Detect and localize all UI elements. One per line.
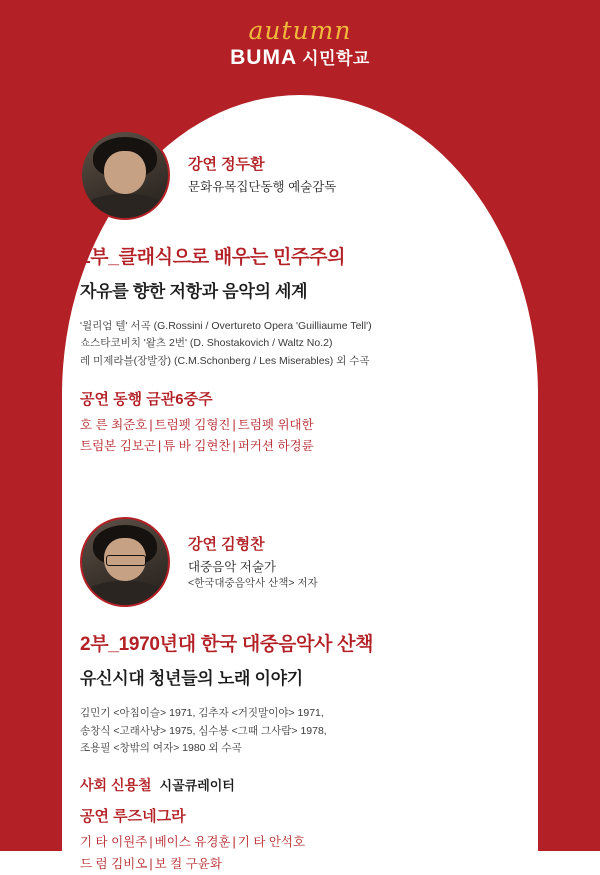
speaker-name-2: 강연 김형찬 [188, 535, 265, 553]
program-item: 김민기 <아침이슬> 1971, 김추자 <거짓말이야> 1971, [80, 707, 324, 720]
speaker-info-1 [188, 154, 336, 196]
poster-header [0, 18, 600, 70]
member-separator: | [149, 856, 153, 871]
speaker-block-1 [80, 130, 520, 220]
part-title-1: 1부_클래식으로 배우는 민주주의 [80, 247, 346, 268]
member-item: 트럼펫 김형진 [154, 417, 231, 432]
avatar-body [85, 581, 164, 607]
member-separator: | [232, 417, 236, 432]
host-line [80, 775, 520, 795]
program-item: '윌리엄 텔' 서곡 (G.Rossini / Overtureto Opera 'Guilliaume Tell') [80, 320, 372, 332]
ensemble-label-1: 공연 동행 금관6중주 [80, 390, 213, 408]
program-item: 쇼스타코비치 '왈츠 2번' (D. Shostakovich / Waltz No.2) [80, 337, 333, 350]
ensemble-label-2: 공연 루즈네그라 [80, 808, 186, 826]
program-list-2 [80, 705, 520, 757]
speaker-book-2: <한국대중음악사 산책> 저자 [188, 576, 318, 589]
member-separator: | [232, 835, 236, 850]
member-item: 베이스 유경훈 [154, 835, 231, 850]
member-item: 기 타 안석호 [237, 835, 306, 850]
part-title-2: 2부_1970년대 한국 대중음악사 산책 [80, 634, 374, 656]
avatar-speaker-1 [80, 130, 170, 220]
speaker-block-2 [80, 517, 520, 607]
member-item: 트럼펫 위대한 [237, 417, 314, 432]
avatar-face [104, 151, 145, 194]
member-item: 트럼본 김보곤 [80, 439, 156, 454]
part-subtitle-2: 유신시대 청년들의 노래 이야기 [80, 669, 303, 689]
speaker-name-1: 강연 정두환 [188, 156, 265, 174]
part-subtitle-1: 자유를 향한 저항과 음악의 세계 [80, 282, 308, 301]
member-list-2 [80, 832, 520, 875]
host-label: 사회 신용철 [80, 777, 152, 794]
member-separator: | [149, 417, 153, 432]
member-item: 기 타 이원주 [80, 835, 148, 850]
glasses-icon [106, 555, 146, 566]
program-list-1 [80, 318, 520, 370]
autumn-script-text: autumn [248, 16, 352, 45]
member-row [80, 436, 520, 457]
member-item: 퍼커션 하경륜 [237, 439, 314, 454]
member-item: 호 른 최준호 [80, 417, 148, 432]
brand-logo [0, 45, 600, 70]
avatar-body [85, 194, 164, 220]
program-item: 레 미제라블(장발장) (C.M.Schonberg / Les Miserables) 외 수곡 [80, 354, 370, 367]
host-role: 시골큐레이터 [159, 778, 235, 794]
member-row [80, 832, 520, 853]
member-item: 튜 바 김현찬 [163, 439, 231, 454]
member-separator: | [157, 439, 162, 454]
brand-name-korean: 시민학교 [302, 49, 370, 68]
speaker-role-1: 문화유목집단동행 예술감독 [188, 179, 337, 194]
member-item: 드 럼 김비오 [80, 856, 148, 871]
avatar-speaker-2 [80, 517, 170, 607]
member-list-1 [80, 415, 520, 458]
speaker-info-2 [188, 534, 318, 591]
member-item: 보 컬 구윤화 [154, 856, 222, 871]
poster-content [0, 130, 600, 875]
program-item: 송창식 <고래사냥> 1975, 심수봉 <그때 그사람> 1978, [80, 724, 327, 737]
program-item: 조용필 <창밖의 여자> 1980 외 수곡 [80, 742, 242, 755]
member-separator: | [149, 835, 153, 850]
speaker-role-2: 대중음악 저술가 [188, 559, 276, 574]
member-separator: | [232, 439, 236, 454]
member-row [80, 854, 520, 875]
member-row [80, 415, 520, 436]
brand-name: BUMA [230, 46, 298, 69]
